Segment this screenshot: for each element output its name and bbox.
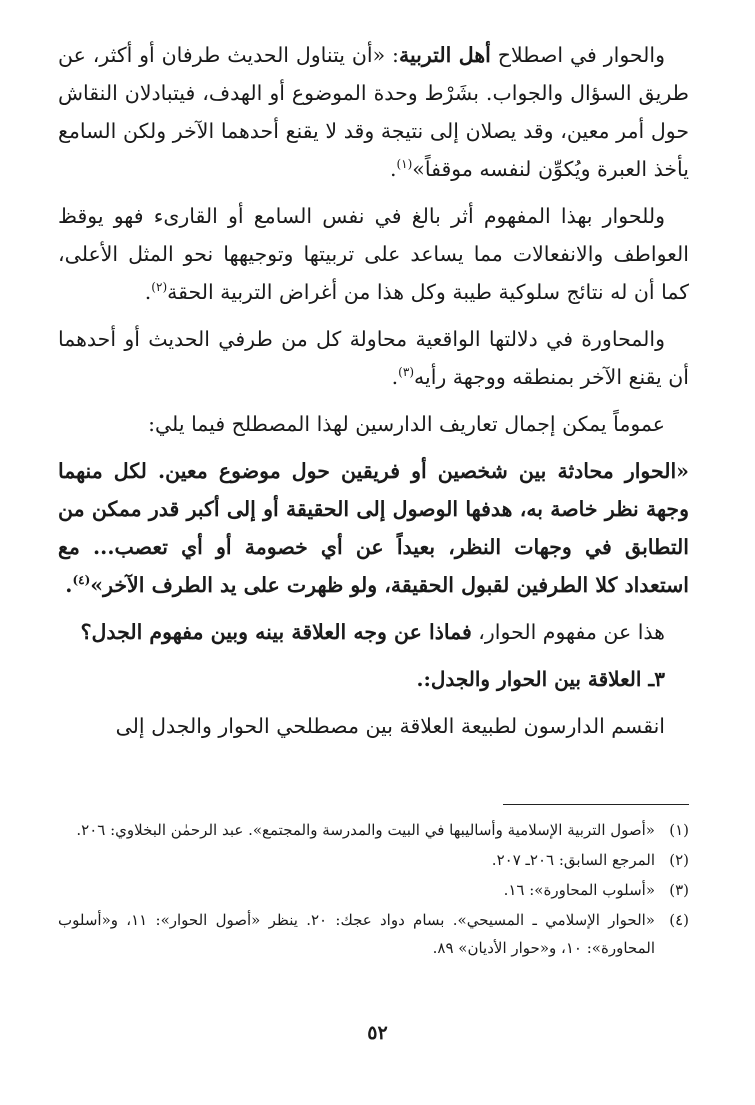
footnote-ref[interactable]: (٤) bbox=[72, 573, 91, 588]
footnote-ref[interactable]: (٣) bbox=[398, 365, 414, 380]
footnote-item bbox=[58, 906, 689, 962]
footnote-text: «أسلوب المحاورة»: ١٦. bbox=[503, 881, 655, 899]
paragraph-text: والحوار في اصطلاح bbox=[490, 43, 665, 67]
bold-question: فماذا عن وجه العلاقة بينه وبين مفهوم الجدل؟ bbox=[80, 620, 472, 644]
footnote-ref[interactable]: (٢) bbox=[151, 280, 168, 295]
footnote-text: «الحوار الإسلامي ـ المسيحي». بسام دواد عجك: ٢٠. ينظر «أصول الحوار»: ١١، و«أسلوب المحاورة»: ١٠، و«حوار الأديان» ٨٩. bbox=[58, 911, 655, 957]
footnote-number: (٣) bbox=[669, 881, 689, 899]
footnote-number: (٢) bbox=[669, 851, 689, 869]
footnote-item bbox=[58, 846, 689, 874]
punctuation: . bbox=[65, 573, 73, 597]
paragraph-definition-education bbox=[58, 36, 689, 188]
paragraph-text: والمحاورة في دلالتها الواقعية محاولة كل من طرفي الحديث أو أحدهما أن يقنع الآخر بمنطقه ووجهة رأيه bbox=[58, 327, 689, 389]
paragraph-transition bbox=[58, 613, 689, 651]
paragraph-text: هذا عن مفهوم الحوار، bbox=[471, 620, 665, 644]
punctuation: . bbox=[144, 280, 152, 304]
footnote-item bbox=[58, 816, 689, 844]
bold-quote: «الحوار محادثة بين شخصين أو فريقين حول موضوع معين. لكل منهما وجهة نظر خاصة به، هدفها الوصول إلى الحقيقة أو إلى أكبر قدر ممكن من التطابق في وجهات النظر، بعيداً عن أي خصومة أو أي تعصب... مع استعداد كلا الطرفين لقبول الحقيقة، ولو ظهرت على يد الطرف الآخر» bbox=[58, 459, 689, 597]
punctuation: . bbox=[391, 365, 399, 389]
footnote-text: المرجع السابق: ٢٠٦ـ ٢٠٧. bbox=[491, 851, 655, 869]
paragraph-bold-quote bbox=[58, 452, 689, 604]
paragraph-dialogue-effect bbox=[58, 197, 689, 311]
footnote-ref[interactable]: (١) bbox=[396, 157, 413, 172]
bold-term: أهل التربية bbox=[398, 43, 491, 67]
quoted-definition: : «أن يتناول الحديث طرفان أو أكثر، عن طريق السؤال والجواب. بشَرْط وحدة الموضوع أو الهدف، فيتبادلان النقاش حول أمر معين، وقد يصلان إلى نتيجة وقد لا يقنع أحدهما الآخر ولكن السامع يأخذ العبرة ويُكوِّن لنفسه موقفاً» bbox=[58, 43, 689, 181]
paragraph-summary-definitions bbox=[58, 405, 689, 443]
punctuation: . bbox=[389, 157, 397, 181]
footnote-number: (١) bbox=[669, 821, 689, 839]
footnote-text: «أصول التربية الإسلامية وأساليبها في البيت والمدرسة والمجتمع». عبد الرحمٰن البخلاوي: ٢٠٦. bbox=[76, 821, 655, 839]
footnote-divider bbox=[503, 804, 689, 805]
footnote-number: (٤) bbox=[669, 911, 689, 929]
footnotes bbox=[58, 816, 689, 964]
paragraph-text: وللحوار بهذا المفهوم أثر بالغ في نفس السامع أو القارىء فهو يوقظ العواطف والانفعالات مما يساعد على تربيتها وتوجيهها نحو المثل الأعلى، كما أن له نتائج سلوكية طيبة وكل هذا من أغراض التربية الحقة bbox=[58, 204, 689, 304]
paragraph-debate-meaning bbox=[58, 320, 689, 396]
footnote-item bbox=[58, 876, 689, 904]
paragraph-text: عموماً يمكن إجمال تعاريف الدارسين لهذا المصطلح فيما يلي: bbox=[148, 412, 665, 436]
paragraph-relationship: انقسم الدارسون لطبيعة العلاقة بين مصطلحي الحوار والجدل إلى bbox=[115, 714, 665, 738]
page-number: ٥٢ bbox=[367, 1022, 388, 1044]
page-body bbox=[58, 36, 689, 754]
section-heading: ٣ـ العلاقة بين الحوار والجدل:. bbox=[416, 667, 665, 691]
